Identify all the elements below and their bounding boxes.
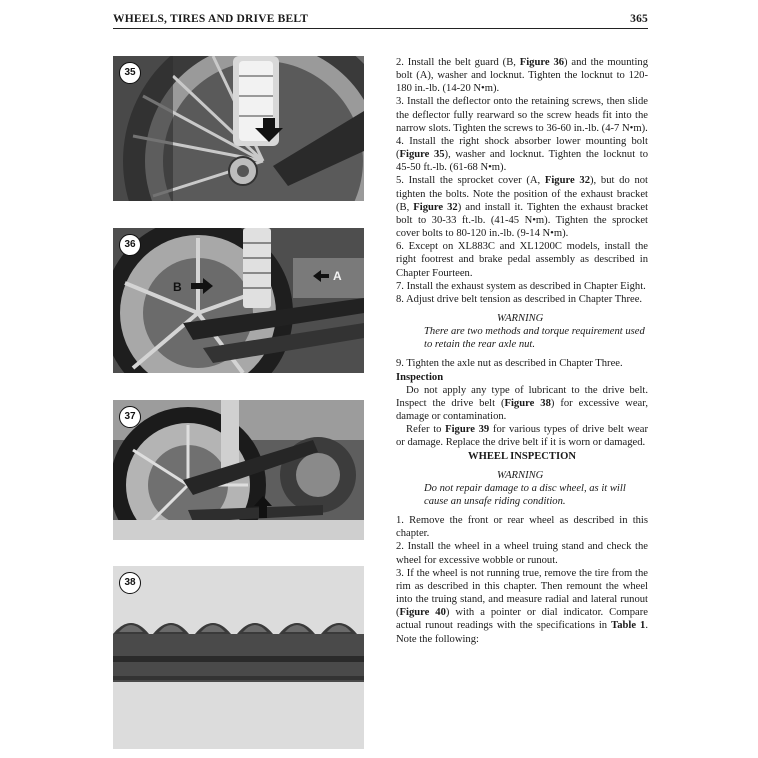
warning-body: Do not repair damage to a disc wheel, as it will cause an unsafe riding condition. [424,482,626,507]
drive-belt-wheel-photo [113,400,364,540]
inspection-paragraph-2: Refer to Figure 39 for various types of drive belt wear or damage. Replace the drive belt if it is worn or damaged. [396,424,648,449]
belt-guard-photo [113,228,364,373]
figure-38-photo [113,566,364,749]
step-6: 6. Except on XL883C and XL1200C models, install the right footrest and brake pedal assembly as described in Chapter Fourteen. [396,241,648,279]
figure-36-label-b: B [173,280,182,294]
step-2: 2. Install the belt guard (B, Figure 36) and the mounting bolt (A), washer and locknut. Tighten the locknut to 120-180 in.-lb. (14-20 N•m). [396,57,648,95]
inspection-paragraph-1: Do not apply any type of lubricant to the drive belt. Inspect the drive belt (Figure 38) for excessive wear, damage or contamination. [396,384,648,423]
figure-37-number: 37 [119,406,141,428]
step-5: 5. Install the sprocket cover (A, Figure 32), but do not tighten the bolts. Note the position of the exhaust bracket (B, Figure 32) and install it. Tighten the exhaust bracket bolt to 30-33 ft.-lb. (41-45 N•m). Tighten the sprocket cover bolts to 80-120 in.-lb. (9-14 N•m). [396,175,649,240]
inspection-heading: Inspection [396,371,444,383]
warning-body: There are two methods and torque requirement used to retain the rear axle nut. [424,326,645,351]
figure-37-photo [113,400,364,540]
shock-absorber-photo [113,56,364,201]
warning-title: WARNING [497,312,544,324]
wheel-step-1: 1. Remove the front or rear wheel as described in this chapter. [396,515,648,540]
main-text-column [396,56,648,646]
running-head-title: WHEELS, TIRES AND DRIVE BELT [113,13,309,25]
step-9: 9. Tighten the axle nut as described in Chapter Three. [396,358,623,370]
page-number: 365 [630,13,648,25]
warning-axle-nut [396,312,648,351]
step-8: 8. Adjust drive belt tension as described in Chapter Three. [396,293,643,305]
figure-36-number: 36 [119,234,141,256]
figure-35-number: 35 [119,62,141,84]
warning-title: WARNING [497,469,544,481]
page-header [113,10,648,29]
wheel-inspection-heading: WHEEL INSPECTION [467,450,577,462]
warning-disc-wheel [396,469,648,508]
figure-38-number: 38 [119,572,141,594]
step-7: 7. Install the exhaust system as described in Chapter Eight. [396,280,646,292]
step-3: 3. Install the deflector onto the retaining screws, then slide the deflector fully rearward so the screw heads fit into the narrow slots. Tighten the screws to 36-60 in.-lb. (4-7 N•m). [396,96,648,134]
drive-belt-closeup-photo [113,566,364,749]
figure-36-label-a: A [333,269,342,283]
wheel-step-3: 3. If the wheel is not running true, remove the tire from the rim as described in this chapter. Then remount the wheel into the truing stand, and measure radial and lateral runout (Figure 40) with a pointer or dial indicator. Compare actual runout readings with the specifications in Table 1. Note the following: [396,567,649,645]
figure-35-photo [113,56,364,201]
step-4: 4. Install the right shock absorber lower mounting bolt (Figure 35), washer and locknut. Tighten the locknut to 45-50 ft.-lb. (61-68 N•m). [396,135,648,174]
figure-36-photo [113,228,364,373]
wheel-step-2: 2. Install the wheel in a wheel truing stand and check the wheel for excessive wobble or runout. [396,541,648,566]
